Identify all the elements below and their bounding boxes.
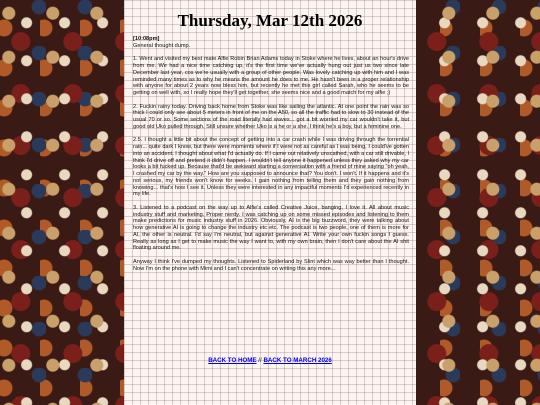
entry-time: [10:08pm] [133,36,160,42]
entry-paragraph-2: 2. Fuckin rainy today. Driving back home from Stoke was like sailing the atlantic. At one point the rain was so thick I could only see about 5 meters in front of me on the A50, so all the traffic had to slow to 30 instead of the usual 70 or so. Some sections of the road literally had waves... got a bit worried my car wouldn't take it, but good old Uko pulled through. Still unsure whether Uko is a he or a she. I think he's a boy, but a feminine one. [133,103,409,130]
journal-page [124,0,416,405]
entry-paragraph-2-5: 2.5. I thought a little bit about the concept of getting into a car crash while I was driving through the torrential rain... quite dark I know, but there were moments where if I were not as careful as I was being, I could've gotten into an accident. I thought about what I'd actually do. If I came out relatively unscathed, with a car still drivable, I think I'd drive off and pretend it didn't happen. I wouldn't tell anyone it happened unless they asked why my car looks a bit fucked up. Because that'd be awkward starting a conversation with a friend of mine saying "oh yeah, I crashed my car by the way." How are you supposed to announce that? You don't. I won't. If it happens and it's not serious, my friends won't know for weeks. I gain nothing from telling them and they gain nothing from knowing... that's how I see it. Unless they were interested in any impactful moments I'd experienced recently in my life. [133,137,409,198]
entry-body [133,36,409,279]
page-title: Thursday, Mar 12th 2026 [177,11,363,30]
entry-header [133,36,409,50]
entry-paragraph-1: 1. Went and visited my best mate Alfie Robin Brian Adams today in Stoke where he lives, about an hour's drive from me. We had a nice time catching up, it's the first time we've actually hung out just us two since late December last year, cos we're usually with a group of other people. Was lovely catching up with him and I was reminded many times as to why he means the amount he does to me. He hasn't been in a proper relationship with anyone for about 2 years now bless him, but recently he met this girl called Sarah, who he seems to be getting on well with, so I really hope they'll get together, she seems nice and a good match for my alfie ;) [133,56,409,96]
back-to-month-link[interactable]: BACK TO MARCH 2026 [263,357,332,364]
entry-paragraph-closing: Anyway I think I've dumped my thoughts. Listened to Spiderland by Slint which was way better than I thought. Now I'm on the phone with Mimi and I can't concentrate on writing this any more... [133,258,409,272]
entry-intro: General thought dump. [133,42,191,49]
entry-paragraph-3: 3. Listened to a podcast on the way up to Alfie's called Creative Juice, banging, I love it. All about music industry stuff and marketing. Proper nerdy. I was catching up on some missed episodes and listening to them make predictions for music industry stuff in 2026. Obviously, AI is the big buzzword, they were talking about how generative AI is going to change the industry etc etc. The podcast is two people, one of them is more for AI, the other is neutral. I'd say I'm neutral, but against generative AI. Write your own fuckin songs I guess. Really as long as I get to make music the way I want to, with my own brain, then I don't care about the AI shit floating around me. [133,204,409,252]
back-to-home-link[interactable]: BACK TO HOME [208,357,257,364]
footer-nav [124,357,416,364]
nav-separator: // [256,357,264,364]
